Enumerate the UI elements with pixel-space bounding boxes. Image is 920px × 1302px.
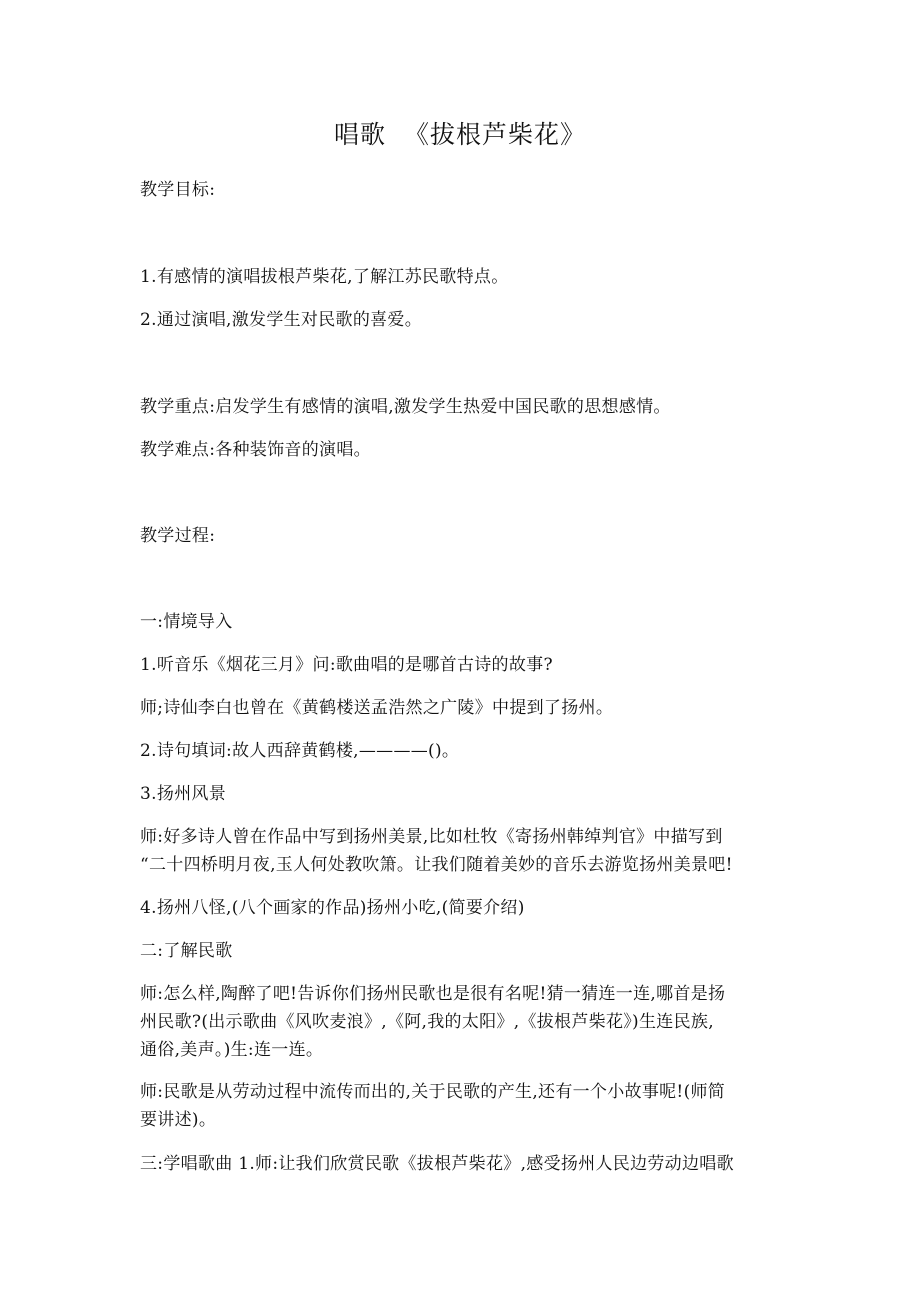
objective-item-1: 1.有感情的演唱拔根芦柴花,了解江苏民歌特点。	[140, 267, 509, 287]
section-1-heading: 一:情境导入	[140, 612, 233, 632]
section-2-teacher-note-2-line-2: 要讲述)。	[140, 1110, 217, 1130]
section-2-teacher-note-1-line-3: 通俗,美声。)生:连一连。	[140, 1040, 324, 1060]
objectives-heading: 教学目标:	[140, 180, 216, 200]
section-2-teacher-note-2-line-1: 师:民歌是从劳动过程中流传而出的,关于民歌的产生,还有一个小故事呢!(师简	[140, 1082, 726, 1102]
section-2-heading: 二:了解民歌	[140, 941, 233, 961]
section-1-teacher-note-2-line-2: “二十四桥明月夜,玉人何处教吹箫。让我们随着美妙的音乐去游览扬州美景吧!	[140, 855, 733, 875]
process-heading: 教学过程:	[140, 526, 216, 546]
difficult-point: 教学难点:各种装饰音的演唱。	[140, 440, 371, 460]
objective-item-2: 2.通过演唱,激发学生对民歌的喜爱。	[140, 310, 423, 330]
key-point: 教学重点:启发学生有感情的演唱,激发学生热爱中国民歌的思想感情。	[140, 397, 671, 417]
section-1-item-1: 1.听音乐《烟花三月》问:歌曲唱的是哪首古诗的故事?	[140, 655, 553, 675]
page-title: 唱歌 《拔根芦柴花》	[334, 120, 586, 149]
section-2-teacher-note-1-line-1: 师:怎么样,陶醉了吧!告诉你们扬州民歌也是很有名呢!猜一猜连一连,哪首是扬	[140, 984, 726, 1004]
section-1-item-2: 2.诗句填词:故人西辞黄鹤楼,————()。	[140, 741, 460, 761]
section-1-item-3: 3.扬州风景	[140, 784, 227, 804]
section-3-line-1: 三:学唱歌曲 1.师:让我们欣赏民歌《拔根芦柴花》,感受扬州人民边劳动边唱歌	[140, 1154, 734, 1174]
section-1-teacher-note-1: 师;诗仙李白也曾在《黄鹤楼送孟浩然之广陵》中提到了扬州。	[140, 698, 614, 718]
section-1-item-4: 4.扬州八怪,(八个画家的作品)扬州小吃,(简要介绍)	[140, 898, 525, 918]
section-2-teacher-note-1-line-2: 州民歌?(出示歌曲《风吹麦浪》,《阿,我的太阳》,《拔根芦柴花》)生连民族,	[140, 1012, 714, 1032]
section-1-teacher-note-2-line-1: 师:好多诗人曾在作品中写到扬州美景,比如杜牧《寄扬州韩绰判官》中描写到	[140, 827, 723, 847]
